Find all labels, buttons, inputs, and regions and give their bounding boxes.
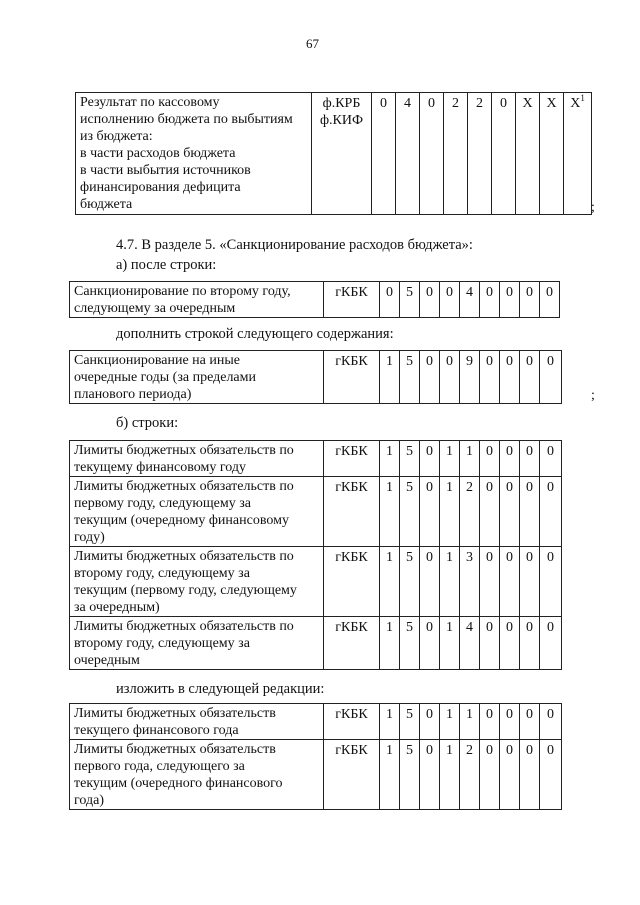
code-digit: 5	[406, 707, 413, 722]
code-digit: 0	[547, 480, 554, 495]
row-label-line: Лимиты бюджетных обязательств по	[74, 619, 294, 634]
row-label	[70, 351, 324, 404]
row-label-line: первого года, следующего за	[74, 759, 245, 774]
code-digit-cell	[460, 547, 480, 617]
code-digit-cell	[440, 351, 460, 404]
code-digit: 0	[526, 743, 533, 758]
code-digit-cell	[460, 740, 480, 810]
table-cash-execution	[75, 92, 592, 215]
row-code	[324, 740, 380, 810]
table-old-rows	[69, 440, 562, 670]
code-digit-cell	[540, 441, 562, 477]
row-label-line: из бюджета:	[80, 129, 153, 144]
code-digit-cell	[460, 704, 480, 740]
row-label-line: очередные годы (за пределами	[74, 370, 256, 385]
row-code-line: гКБК	[335, 444, 368, 459]
code-digit-cell	[380, 282, 400, 318]
code-digit: 1	[386, 480, 393, 495]
code-digit: 0	[506, 480, 513, 495]
code-digit-cell	[520, 617, 540, 670]
code-digit-cell	[540, 617, 562, 670]
after-row-text: а) после строки:	[116, 257, 217, 273]
code-digit-cell	[500, 617, 520, 670]
code-digit-cell	[420, 351, 440, 404]
table-new-rows	[69, 703, 562, 810]
code-digit: 1	[386, 620, 393, 635]
code-digit: 2	[476, 96, 483, 111]
code-digit-cell	[420, 441, 440, 477]
code-digit: 0	[506, 707, 513, 722]
add-row-text: дополнить строкой следующего содержания:	[116, 326, 394, 342]
code-digit-cell	[400, 704, 420, 740]
code-digit-cell	[420, 477, 440, 547]
code-digit-cell	[520, 351, 540, 404]
table-row	[70, 704, 562, 740]
code-digit-cell	[380, 547, 400, 617]
code-digit: X	[570, 96, 581, 111]
code-digit: 0	[506, 620, 513, 635]
restate-text: изложить в следующей редакции:	[116, 681, 325, 697]
code-digit: 1	[386, 444, 393, 459]
code-digit: 0	[486, 743, 493, 758]
row-code	[324, 441, 380, 477]
row-code	[324, 547, 380, 617]
row-code-line: ф.КИФ	[319, 113, 364, 128]
code-digit-cell	[540, 547, 562, 617]
code-digit: 0	[546, 285, 553, 300]
code-digit-cell	[460, 282, 480, 318]
table-after-row	[69, 281, 560, 318]
row-label-line: финансирования дефицита	[80, 180, 241, 195]
code-digit-cell	[460, 351, 480, 404]
section-heading: 4.7. В разделе 5. «Санкционирование расходов бюджета»:	[116, 237, 473, 253]
row-label-line: Санкционирование по второму году,	[74, 284, 291, 299]
code-digit: 0	[426, 707, 433, 722]
row-label-line: за очередным)	[74, 600, 160, 615]
row-label-line: очередным	[74, 653, 140, 668]
code-digit: 0	[526, 620, 533, 635]
row-label-line: бюджета	[80, 197, 133, 212]
code-digit: 0	[486, 550, 493, 565]
code-digit: 0	[486, 444, 493, 459]
row-label-line: году)	[74, 530, 105, 545]
page-number: 67	[306, 36, 319, 51]
code-digit-cell	[380, 617, 400, 670]
code-digit: 0	[486, 707, 493, 722]
row-label-line: года)	[74, 793, 104, 808]
code-digit: 1	[386, 707, 393, 722]
code-digit-cell	[440, 477, 460, 547]
code-digit-cell	[444, 93, 468, 215]
code-digit-cell	[500, 704, 520, 740]
row-code	[324, 282, 380, 318]
row-code-line: гКБК	[335, 620, 368, 635]
code-digit: 1	[466, 707, 473, 722]
code-digit: 0	[426, 285, 433, 300]
code-digit-cell	[420, 617, 440, 670]
row-code	[324, 704, 380, 740]
code-digit: 1	[446, 480, 453, 495]
code-digit-cell	[420, 704, 440, 740]
code-digit-cell	[400, 740, 420, 810]
code-digit-cell	[564, 93, 592, 215]
code-digit-cell	[480, 351, 500, 404]
code-digit-cell	[480, 704, 500, 740]
code-digit: 0	[547, 550, 554, 565]
code-digit: 0	[526, 480, 533, 495]
code-digit-cell	[468, 93, 492, 215]
code-digit-cell	[480, 617, 500, 670]
row-label	[70, 547, 324, 617]
code-digit-cell	[440, 441, 460, 477]
code-digit-cell	[440, 547, 460, 617]
row-label	[70, 282, 324, 318]
row-label-line: исполнению бюджета по выбытиям	[80, 112, 293, 127]
code-digit: 0	[547, 707, 554, 722]
row-label-line: текущему финансовому году	[74, 460, 246, 475]
row-code	[324, 477, 380, 547]
row-label-line: текущим (очередному финансовому	[74, 513, 289, 528]
code-digit: 5	[406, 354, 413, 369]
code-digit: 1	[446, 707, 453, 722]
row-code	[312, 93, 372, 215]
code-digit: 0	[526, 550, 533, 565]
table-row	[70, 617, 562, 670]
code-digit: X	[546, 96, 557, 111]
row-code	[324, 351, 380, 404]
code-digit: 0	[426, 550, 433, 565]
code-digit-cell	[400, 617, 420, 670]
code-digit: 0	[486, 285, 493, 300]
code-digit: 0	[506, 550, 513, 565]
row-label	[70, 704, 324, 740]
row-label-line: первому году, следующему за	[74, 496, 251, 511]
code-digit: 0	[428, 96, 435, 111]
code-digit: 0	[426, 444, 433, 459]
code-digit-cell	[520, 441, 540, 477]
code-digit: 0	[506, 354, 513, 369]
code-digit: 0	[386, 285, 393, 300]
code-digit-cell	[500, 441, 520, 477]
row-label-line: текущего финансового года	[74, 723, 239, 738]
semicolon: ;	[591, 388, 595, 403]
table-row	[70, 547, 562, 617]
code-digit-cell	[520, 740, 540, 810]
code-digit-cell	[440, 740, 460, 810]
row-label-line: Результат по кассовому	[80, 95, 220, 110]
code-digit: 0	[500, 96, 507, 111]
row-code-line: гКБК	[335, 743, 368, 758]
code-digit: 0	[547, 354, 554, 369]
code-digit-cell	[520, 477, 540, 547]
code-digit: 0	[486, 620, 493, 635]
code-digit: 0	[380, 96, 387, 111]
code-digit: 0	[506, 444, 513, 459]
row-label-line: Лимиты бюджетных обязательств по	[74, 479, 294, 494]
table-add-row	[69, 350, 562, 404]
code-digit-cell	[480, 477, 500, 547]
table-row	[70, 441, 562, 477]
code-digit-cell	[372, 93, 396, 215]
code-digit-cell	[540, 704, 562, 740]
code-digit-cell	[520, 282, 540, 318]
code-digit-cell	[460, 441, 480, 477]
code-digit-cell	[396, 93, 420, 215]
code-digit: 0	[526, 707, 533, 722]
code-digit-cell	[520, 704, 540, 740]
code-digit: 0	[446, 354, 453, 369]
code-digit: 0	[526, 444, 533, 459]
code-digit: 4	[466, 620, 473, 635]
code-digit-cell	[440, 617, 460, 670]
row-code-line: гКБК	[335, 707, 368, 722]
code-digit-cell	[460, 617, 480, 670]
code-digit-cell	[420, 93, 444, 215]
code-digit: 4	[404, 96, 411, 111]
code-digit: 0	[547, 444, 554, 459]
row-label-line: планового периода)	[74, 387, 192, 402]
code-digit: 3	[466, 550, 473, 565]
code-digit-cell	[400, 547, 420, 617]
row-code-line: гКБК	[335, 285, 368, 300]
code-digit: 0	[547, 620, 554, 635]
row-label-line: в части расходов бюджета	[80, 146, 236, 161]
code-digit: 0	[426, 743, 433, 758]
code-digit: 9	[466, 354, 473, 369]
row-label	[70, 477, 324, 547]
footnote-mark: 1	[580, 93, 585, 103]
code-digit: 2	[466, 743, 473, 758]
code-digit-cell	[420, 282, 440, 318]
code-digit-cell	[480, 441, 500, 477]
code-digit-cell	[480, 547, 500, 617]
code-digit: 0	[446, 285, 453, 300]
row-label	[70, 441, 324, 477]
semicolon: ;	[591, 200, 595, 215]
code-digit: 1	[386, 743, 393, 758]
rows-text: б) строки:	[116, 415, 179, 431]
code-digit-cell	[500, 477, 520, 547]
code-digit: 2	[452, 96, 459, 111]
code-digit-cell	[460, 477, 480, 547]
code-digit-cell	[480, 282, 500, 318]
code-digit: 1	[386, 354, 393, 369]
row-label	[70, 617, 324, 670]
code-digit-cell	[420, 547, 440, 617]
code-digit-cell	[520, 547, 540, 617]
code-digit-cell	[492, 93, 516, 215]
code-digit-cell	[540, 351, 562, 404]
row-label-line: Лимиты бюджетных обязательств	[74, 742, 276, 757]
row-label-line: Лимиты бюджетных обязательств по	[74, 443, 294, 458]
code-digit-cell	[380, 740, 400, 810]
row-label-line: второму году, следующему за	[74, 566, 250, 581]
code-digit-cell	[540, 282, 560, 318]
row-label-line: следующему за очередным	[74, 301, 236, 316]
code-digit-cell	[516, 93, 540, 215]
table-row	[70, 351, 562, 404]
code-digit: 0	[426, 480, 433, 495]
code-digit: 0	[506, 743, 513, 758]
code-digit-cell	[380, 441, 400, 477]
row-label-line: Лимиты бюджетных обязательств по	[74, 549, 294, 564]
code-digit: 1	[386, 550, 393, 565]
code-digit: 5	[406, 620, 413, 635]
code-digit-cell	[380, 351, 400, 404]
code-digit-cell	[400, 282, 420, 318]
table-row	[70, 477, 562, 547]
code-digit: 1	[466, 444, 473, 459]
code-digit-cell	[540, 740, 562, 810]
code-digit-cell	[500, 740, 520, 810]
code-digit: 1	[446, 550, 453, 565]
code-digit-cell	[500, 282, 520, 318]
code-digit: 5	[406, 550, 413, 565]
row-label-line: Санкционирование на иные	[74, 353, 240, 368]
code-digit: 0	[526, 285, 533, 300]
row-code-line: гКБК	[335, 354, 368, 369]
code-digit: X	[522, 96, 533, 111]
code-digit: 0	[486, 354, 493, 369]
code-digit-cell	[400, 477, 420, 547]
code-digit: 5	[406, 285, 413, 300]
table-row	[70, 282, 560, 318]
row-label-line: в части выбытия источников	[80, 163, 251, 178]
code-digit-cell	[400, 351, 420, 404]
code-digit: 0	[547, 743, 554, 758]
code-digit-cell	[540, 477, 562, 547]
code-digit: 0	[506, 285, 513, 300]
code-digit: 5	[406, 444, 413, 459]
code-digit-cell	[540, 93, 564, 215]
code-digit: 0	[426, 354, 433, 369]
code-digit: 5	[406, 743, 413, 758]
code-digit-cell	[500, 351, 520, 404]
table-row	[76, 93, 592, 215]
code-digit: 4	[466, 285, 473, 300]
row-label-line: Лимиты бюджетных обязательств	[74, 706, 276, 721]
row-code-line: гКБК	[335, 550, 368, 565]
code-digit-cell	[400, 441, 420, 477]
code-digit-cell	[380, 704, 400, 740]
row-code-line: ф.КРБ	[322, 96, 361, 111]
code-digit-cell	[500, 547, 520, 617]
row-code-line: гКБК	[335, 480, 368, 495]
row-label-line: второму году, следующему за	[74, 636, 250, 651]
row-label	[76, 93, 312, 215]
code-digit-cell	[440, 282, 460, 318]
code-digit-cell	[420, 740, 440, 810]
row-label	[70, 740, 324, 810]
code-digit-cell	[480, 740, 500, 810]
table-row	[70, 740, 562, 810]
code-digit: 1	[446, 444, 453, 459]
code-digit: 1	[446, 620, 453, 635]
row-label-line: текущим (очередного финансового	[74, 776, 283, 791]
code-digit-cell	[440, 704, 460, 740]
code-digit-cell	[380, 477, 400, 547]
row-code	[324, 617, 380, 670]
code-digit: 0	[526, 354, 533, 369]
row-label-line: текущим (первому году, следующему	[74, 583, 297, 598]
code-digit: 2	[466, 480, 473, 495]
code-digit: 0	[486, 480, 493, 495]
code-digit: 0	[426, 620, 433, 635]
code-digit: 1	[446, 743, 453, 758]
code-digit: 5	[406, 480, 413, 495]
